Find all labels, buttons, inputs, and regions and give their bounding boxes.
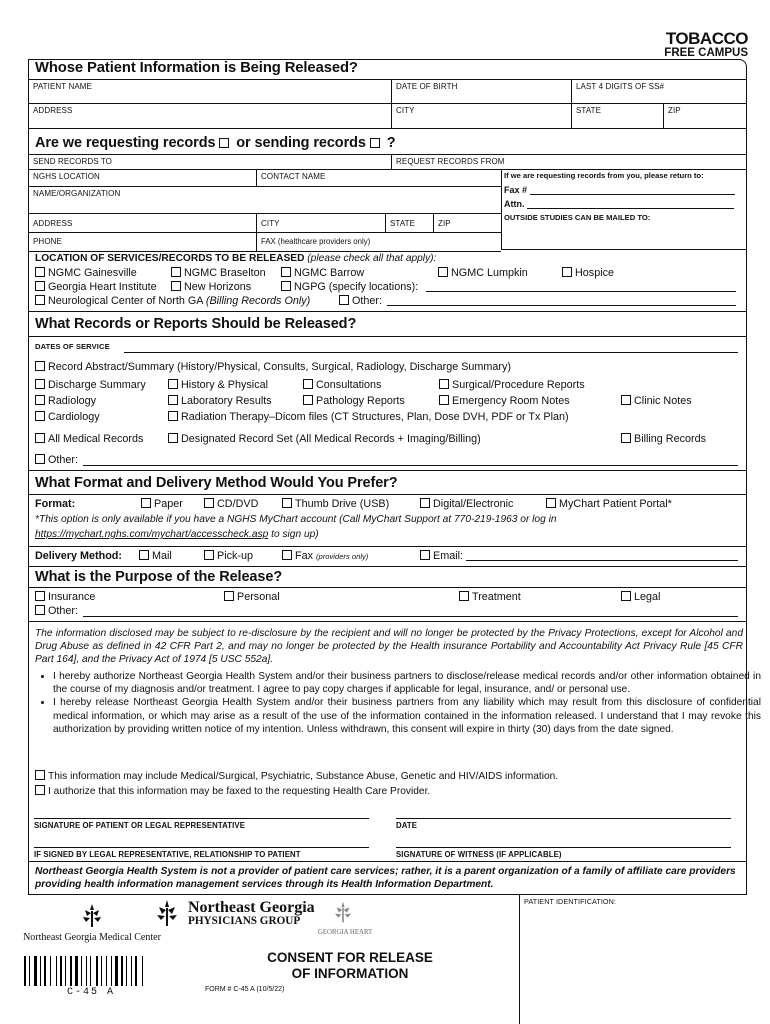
barcode-bar — [103, 956, 105, 986]
dest-city-field[interactable]: CITY — [256, 214, 385, 233]
checkbox-icon — [439, 379, 449, 389]
format-divider — [29, 494, 746, 495]
rec-billing[interactable] — [621, 433, 706, 445]
del-pickup-label: Pick-up — [217, 550, 254, 562]
barcode-bar — [56, 956, 57, 986]
del-mail-label: Mail — [152, 550, 172, 562]
format-title: What Format and Delivery Method Would You Prefer? — [35, 475, 398, 491]
rec-surgical-label: Surgical/Procedure Reports — [452, 379, 585, 391]
barcode-bar — [96, 956, 98, 986]
barcode-bar — [106, 956, 107, 986]
patient-id-box — [519, 894, 747, 1024]
legal-bullet-1: • I hereby authorize Northeast Georgia Health System and/or their business partners to disclose/release medical records and/or other information obtained in the course of my diagnosis and/or treatment. I agree to pay copy charges if applicable for legal, insurance, and/ or personal use. — [53, 670, 761, 696]
date-label: DATE — [396, 821, 418, 830]
address-field[interactable]: ADDRESS — [33, 106, 73, 115]
checkbox-icon — [204, 550, 214, 560]
checkbox-icon — [35, 785, 45, 795]
loc-ngpg-label: NGPG (specify locations): — [294, 281, 419, 293]
tobacco-word: TOBACCO — [665, 29, 748, 48]
barcode-bar — [115, 956, 118, 986]
del-pickup[interactable] — [204, 550, 253, 562]
barcode-bar — [81, 956, 82, 986]
pur-other-input[interactable] — [83, 605, 738, 617]
checkbox-icon — [282, 498, 292, 508]
dest-phone-field[interactable]: PHONE — [33, 237, 62, 246]
city-field[interactable]: CITY — [391, 104, 571, 128]
patient-row-2 — [29, 103, 746, 129]
outside-studies-label: OUTSIDE STUDIES CAN BE MAILED TO: — [504, 213, 651, 222]
rec-lab[interactable] — [168, 395, 272, 407]
patient-section-title: Whose Patient Information is Being Released? — [35, 60, 358, 76]
checkbox-icon — [168, 433, 178, 443]
rec-surgical[interactable] — [439, 379, 585, 391]
fmt-cd-label: CD/DVD — [217, 498, 259, 510]
locations-heading-italic: (please check all that apply): — [307, 253, 437, 264]
mychart-note-tail: to sign up) — [268, 529, 319, 540]
pur-treatment[interactable] — [459, 591, 521, 603]
loc-neuro-note: (Billing Records Only) — [205, 295, 311, 307]
pur-personal-label: Personal — [237, 591, 280, 603]
barcode-bar — [113, 956, 114, 986]
rec-designated[interactable] — [168, 433, 481, 445]
barcode-bar — [79, 956, 80, 986]
form-title-line-2: OF INFORMATION — [291, 966, 409, 981]
return-note: If we are requesting records from you, please return to: — [504, 171, 704, 180]
barcode-bar — [111, 956, 112, 986]
checkbox-icon — [281, 281, 291, 291]
loc-barrow[interactable] — [281, 267, 364, 279]
barcode-bar — [92, 956, 95, 986]
checkbox-icon — [168, 395, 178, 405]
checkbox-icon — [139, 550, 149, 560]
return-attn-label: Attn. — [504, 199, 525, 209]
checkbox-icon — [459, 591, 469, 601]
checkbox-icon — [168, 379, 178, 389]
barcode-bar — [40, 956, 41, 986]
checkbox-icon — [621, 395, 631, 405]
barcode-bar — [34, 956, 37, 986]
legal-bullets — [35, 670, 761, 736]
locations-heading — [35, 253, 436, 264]
checkbox-icon — [35, 361, 45, 371]
rec-radiology-label: Radiology — [48, 395, 97, 407]
barcode — [24, 956, 158, 998]
checkbox-icon — [438, 267, 448, 277]
mychart-note-line2 — [35, 529, 319, 540]
dest-zip-field[interactable]: ZIP — [433, 214, 501, 233]
rec-abstract[interactable] — [35, 361, 511, 373]
barcode-bar — [31, 956, 33, 986]
pur-legal[interactable] — [621, 591, 660, 603]
loc-braselton-label: NGMC Braselton — [184, 267, 266, 279]
pur-other[interactable] — [35, 605, 78, 617]
fmt-mychart[interactable] — [546, 498, 672, 510]
loc-neuro[interactable] — [35, 295, 310, 307]
loc-lumpkin[interactable] — [438, 267, 528, 279]
consent-check-1-label: This information may include Medical/Surgical, Psychiatric, Substance Abuse, Genetic and HIV/AIDS information. — [48, 771, 559, 782]
rec-cardio-label: Cardiology — [48, 411, 100, 423]
rec-radiation[interactable] — [168, 411, 569, 423]
checkbox-icon — [562, 267, 572, 277]
date-line[interactable] — [396, 818, 731, 819]
format-section — [29, 470, 746, 567]
dest-address-field[interactable]: ADDRESS — [33, 219, 73, 228]
barcode-bar — [27, 956, 28, 986]
checkbox-icon — [303, 379, 313, 389]
fmt-paper[interactable] — [141, 498, 183, 510]
barcode-bar — [101, 956, 102, 986]
contact-name-field[interactable]: CONTACT NAME — [256, 170, 501, 187]
rec-er[interactable] — [439, 395, 570, 407]
checkbox-icon — [420, 550, 430, 560]
pur-insurance-label: Insurance — [48, 591, 96, 603]
fmt-thumb[interactable] — [282, 498, 389, 510]
ssn-field[interactable]: LAST 4 DIGITS OF SS# — [571, 80, 746, 104]
checkbox-icon — [35, 770, 45, 780]
barcode-bar — [138, 956, 141, 986]
loc-horizons[interactable] — [171, 281, 251, 293]
barcode-bar — [99, 956, 100, 986]
records-direction-title — [35, 135, 395, 151]
witness-line[interactable] — [396, 847, 731, 848]
rec-discharge[interactable] — [35, 379, 146, 391]
rec-abstract-label: Record Abstract/Summary (History/Physical, Consults, Surgical, Radiology, Discharge Summary) — [48, 361, 512, 373]
barcode-bar — [124, 956, 125, 986]
title-part-c: ? — [386, 135, 396, 151]
fmt-digital-label: Digital/Electronic — [433, 498, 514, 510]
barcode-text: C-45 A — [66, 987, 115, 998]
request-records-from-label: REQUEST RECORDS FROM — [391, 155, 746, 170]
dogwood-icon — [152, 898, 182, 928]
rec-billing-label: Billing Records — [634, 433, 707, 445]
loc-other-label: Other: — [352, 295, 383, 307]
barcode-bar — [38, 956, 39, 986]
dates-of-service-input[interactable] — [124, 342, 738, 353]
checkbox-icon — [171, 281, 181, 291]
return-fax-input[interactable] — [530, 185, 735, 195]
barcode-bar — [86, 956, 87, 986]
barcode-bars — [24, 956, 158, 986]
rec-er-label: Emergency Room Notes — [452, 395, 570, 407]
mychart-link[interactable]: https://mychart.nghs.com/mychart/accesscheck.asp — [35, 529, 269, 540]
barcode-bar — [29, 956, 30, 986]
rec-consult-label: Consultations — [316, 379, 382, 391]
patient-row-1 — [29, 79, 746, 104]
loc-neuro-label: Neurological Center of North GA — [48, 295, 203, 307]
patient-section — [29, 60, 746, 130]
checkbox-icon — [35, 379, 45, 389]
checkbox-icon — [204, 498, 214, 508]
witness-label: SIGNATURE OF WITNESS (IF APPLICABLE) — [396, 850, 562, 859]
barcode-bar — [58, 956, 59, 986]
purpose-section — [29, 566, 746, 622]
del-fax-label: Fax — [295, 550, 313, 562]
rec-radiology[interactable] — [35, 395, 96, 407]
checkbox-icon — [35, 395, 45, 405]
loc-ngpg[interactable] — [281, 281, 418, 293]
delivery-divider — [29, 546, 746, 547]
form-number: FORM # C-45 A (10/5/22) — [205, 986, 285, 993]
checkbox-icon — [281, 267, 291, 277]
return-fax-label: Fax # — [504, 185, 528, 195]
loc-ghi[interactable] — [35, 281, 157, 293]
barcode-bar — [144, 956, 145, 986]
barcode-bar — [128, 956, 130, 986]
barcode-bar — [83, 956, 85, 986]
checkbox-icon — [339, 295, 349, 305]
zip-field[interactable]: ZIP — [663, 104, 746, 128]
direction-row-4 — [29, 232, 501, 252]
sig-line[interactable] — [34, 818, 369, 819]
signature-section — [29, 801, 746, 865]
format-label: Format: — [35, 498, 76, 510]
barcode-bar — [24, 956, 26, 986]
rec-all[interactable] — [35, 433, 143, 445]
fmt-paper-label: Paper — [154, 498, 183, 510]
barcode-bar — [90, 956, 91, 986]
checkbox-icon — [35, 281, 45, 291]
tobacco-free-logo — [652, 30, 748, 59]
rec-radiation-label: Radiation Therapy–Dicom files (CT Structures, Plan, Dose DVH, PDF or Tx Plan) — [181, 411, 569, 423]
requesting-checkbox[interactable] — [219, 138, 229, 148]
dest-fax-field[interactable]: FAX (healthcare providers only) — [256, 233, 501, 251]
barcode-bar — [133, 956, 134, 986]
patient-id-label: PATIENT IDENTIFICATION: — [524, 897, 617, 906]
rec-clinic[interactable] — [621, 395, 692, 407]
direction-row-header — [29, 154, 746, 170]
fmt-digital[interactable] — [420, 498, 513, 510]
loc-gainesville-label: NGMC Gainesville — [48, 267, 137, 279]
ngmc-logo — [22, 902, 162, 943]
checkbox-icon — [282, 550, 292, 560]
consent-check-2-label: I authorize that this information may be faxed to the requesting Health Care Provider. — [48, 786, 431, 797]
rec-other-input[interactable] — [83, 454, 738, 466]
loc-other-input[interactable] — [387, 295, 736, 306]
barcode-bar — [65, 956, 66, 986]
fmt-cd[interactable] — [204, 498, 258, 510]
dogwood-icon — [331, 900, 355, 924]
barcode-bar — [47, 956, 49, 986]
barcode-bar — [42, 956, 43, 986]
sig-label: SIGNATURE OF PATIENT OR LEGAL REPRESENTATIVE — [34, 821, 246, 830]
free-campus-word: FREE CAMPUS — [664, 47, 748, 59]
rec-history[interactable] — [168, 379, 268, 391]
locations-section — [29, 251, 746, 311]
records-section — [29, 311, 746, 471]
loc-horizons-label: New Horizons — [184, 281, 252, 293]
pur-personal[interactable] — [224, 591, 280, 603]
form-title-line-1: CONSENT FOR RELEASE — [267, 950, 433, 965]
sending-checkbox[interactable] — [370, 138, 380, 148]
checkbox-icon — [439, 395, 449, 405]
rec-designated-label: Designated Record Set (All Medical Records + Imaging/Billing) — [181, 433, 481, 445]
pur-other-label: Other: — [48, 605, 79, 617]
loc-other[interactable] — [339, 295, 382, 307]
records-direction-section — [29, 130, 746, 250]
direction-row-3 — [29, 213, 501, 233]
return-fax-line — [504, 185, 746, 195]
rec-cardio[interactable] — [35, 411, 100, 423]
checkbox-icon — [224, 591, 234, 601]
del-email-input[interactable] — [466, 550, 738, 561]
ghi-name: GEORGIA HEART — [318, 929, 373, 936]
checkbox-icon — [168, 411, 178, 421]
dob-field[interactable]: DATE OF BIRTH — [391, 80, 571, 104]
send-records-to-label: SEND RECORDS TO — [33, 157, 112, 166]
barcode-bar — [88, 956, 89, 986]
rec-consult[interactable] — [303, 379, 381, 391]
rec-lab-label: Laboratory Results — [181, 395, 272, 407]
barcode-bar — [63, 956, 64, 986]
loc-hospice-label: Hospice — [575, 267, 615, 279]
footer-note-box — [29, 861, 746, 896]
checkbox-icon — [171, 267, 181, 277]
checkbox-icon — [303, 395, 313, 405]
barcode-bar — [142, 956, 143, 986]
del-fax-note: (providers only) — [316, 552, 369, 561]
barcode-bar — [52, 956, 55, 986]
loc-gainesville[interactable] — [35, 267, 137, 279]
rec-pathology[interactable] — [303, 395, 405, 407]
disclosure-text: The information disclosed may be subject to re-disclosure by the recipient and will no longer be protected by the Privacy Protections, except for Alcohol and Drug Abuse as defined in 42 CFR Part 2, and may no longer be protected by the Health insurance Portability and Accountability Act Privacy Rule [45 CFR Part 164], and the Privacy Act of 1974 [5 USC 552a]. — [35, 628, 743, 666]
rec-clinic-label: Clinic Notes — [634, 395, 692, 407]
consent-check-2[interactable] — [35, 785, 430, 798]
state-field[interactable]: STATE — [571, 104, 663, 128]
ngpg-name-1: Northeast Georgia — [188, 899, 315, 916]
del-email[interactable] — [420, 550, 463, 562]
checkbox-icon — [621, 433, 631, 443]
ngpg-locations-input[interactable] — [426, 281, 736, 292]
checkbox-icon — [35, 411, 45, 421]
checkbox-icon — [35, 267, 45, 277]
name-org-field[interactable]: NAME/ORGANIZATION — [33, 189, 121, 198]
pur-legal-label: Legal — [634, 591, 661, 603]
rec-discharge-label: Discharge Summary — [48, 379, 146, 391]
return-panel — [501, 169, 746, 250]
records-divider — [29, 336, 746, 337]
dest-state-field[interactable]: STATE — [385, 214, 433, 233]
legal-section — [29, 621, 761, 802]
barcode-bar — [131, 956, 132, 986]
checkbox-icon — [420, 498, 430, 508]
rec-history-label: History & Physical — [181, 379, 268, 391]
barcode-bar — [44, 956, 46, 986]
barcode-bar — [73, 956, 74, 986]
barcode-bar — [126, 956, 127, 986]
barcode-bar — [60, 956, 62, 986]
dogwood-icon — [77, 902, 107, 928]
nghs-location-field[interactable]: NGHS LOCATION — [33, 172, 100, 181]
relationship-line[interactable] — [34, 847, 369, 848]
rec-other-label: Other: — [48, 454, 79, 466]
purpose-title: What is the Purpose of the Release? — [35, 569, 283, 585]
rec-all-label: All Medical Records — [48, 433, 144, 445]
ghi-logo — [318, 900, 373, 936]
checkbox-icon — [35, 591, 45, 601]
checkbox-icon — [35, 454, 45, 464]
rec-pathology-label: Pathology Reports — [316, 395, 405, 407]
barcode-bar — [108, 956, 110, 986]
barcode-bar — [119, 956, 120, 986]
fmt-thumb-label: Thumb Drive (USB) — [295, 498, 390, 510]
relationship-label: IF SIGNED BY LEGAL REPRESENTATIVE, RELATIONSHIP TO PATIENT — [34, 850, 301, 859]
checkbox-icon — [621, 591, 631, 601]
ngpg-name-2: PHYSICIANS GROUP — [188, 915, 301, 927]
return-attn-line — [504, 199, 746, 209]
title-part-b: or sending records — [236, 135, 366, 151]
return-attn-input[interactable] — [527, 199, 734, 209]
checkbox-icon — [35, 605, 45, 615]
barcode-bar — [135, 956, 137, 986]
barcode-bar — [50, 956, 51, 986]
loc-barrow-label: NGMC Barrow — [294, 267, 365, 279]
loc-hospice[interactable] — [562, 267, 614, 279]
locations-heading-bold: LOCATION OF SERVICES/RECORDS TO BE RELEASED — [35, 253, 305, 264]
checkbox-icon — [546, 498, 556, 508]
dates-of-service-label: DATES OF SERVICE — [35, 342, 110, 351]
del-fax[interactable] — [282, 550, 368, 562]
title-part-a: Are we requesting records — [35, 135, 216, 151]
del-email-label: Email: — [433, 550, 463, 562]
barcode-bar — [121, 956, 123, 986]
mychart-note: *This option is only available if you have a NGHS MyChart account (Call MyChart Support at 770-219-1963 or log in — [35, 514, 557, 525]
purpose-divider — [29, 587, 746, 588]
footer-note: Northeast Georgia Health System is not a provider of patient care services; rather, it is a parent organization of a family of affiliate care providers providing health information management services through its Health Information Department. — [35, 866, 736, 890]
checkbox-icon — [35, 295, 45, 305]
delivery-label: Delivery Method: — [35, 550, 122, 562]
pur-treatment-label: Treatment — [472, 591, 521, 603]
rec-other[interactable] — [35, 454, 78, 466]
fmt-mychart-label: MyChart Patient Portal* — [559, 498, 672, 510]
checkbox-icon — [35, 433, 45, 443]
loc-braselton[interactable] — [171, 267, 266, 279]
pur-insurance[interactable] — [35, 591, 95, 603]
loc-lumpkin-label: NGMC Lumpkin — [451, 267, 528, 279]
consent-check-1[interactable] — [35, 770, 558, 783]
records-title: What Records or Reports Should be Released? — [35, 316, 357, 332]
loc-ghi-label: Georgia Heart Institute — [48, 281, 157, 293]
patient-name-field[interactable]: PATIENT NAME — [33, 82, 92, 91]
direction-row-2 — [29, 186, 501, 214]
barcode-bar — [67, 956, 69, 986]
barcode-bar — [70, 956, 72, 986]
checkbox-icon — [141, 498, 151, 508]
legal-bullet-2: • I hereby release Northeast Georgia Health System and/or their business partners from any liability which may result from this disclosure of confidential medical information, or which may arise as a result of the use of the information contained in the information released. I understand that I may revoke this authorization by providing written notice of my intention. Unless withdrawn, this consent will expire in thirty (30) days from the date signed. — [53, 696, 761, 736]
barcode-bar — [75, 956, 78, 986]
del-mail[interactable] — [139, 550, 172, 562]
form-title — [240, 950, 460, 982]
ngmc-name: Northeast Georgia Medical Center — [23, 932, 161, 943]
